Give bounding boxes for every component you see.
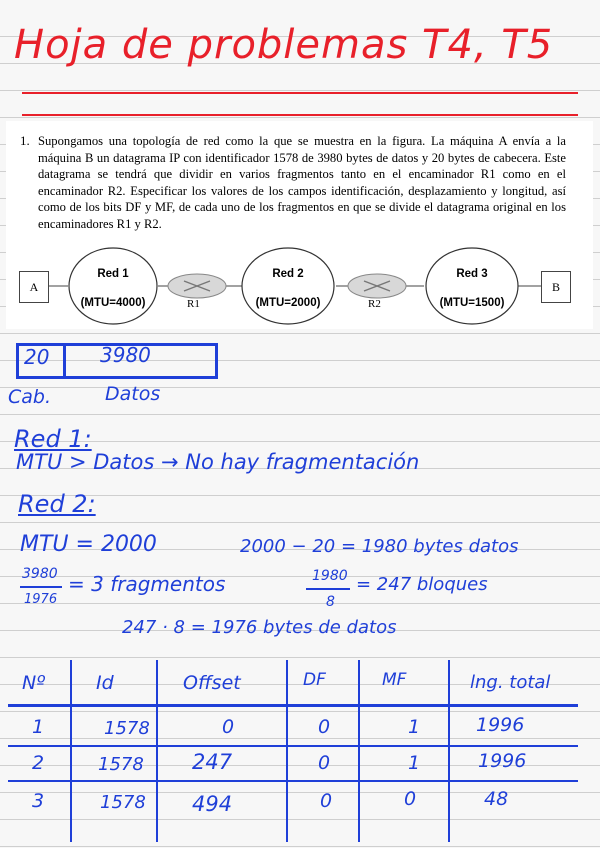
table-row-1-length: 1996 xyxy=(476,714,525,736)
header-bytes: 20 xyxy=(24,345,50,369)
title-underline-2 xyxy=(22,114,578,116)
red2-calc: 2000 − 20 = 1980 bytes datos xyxy=(240,536,519,557)
table-header-length: lng. total xyxy=(470,672,551,693)
table-row-2-n: 2 xyxy=(32,752,45,774)
table-row-3-offset: 494 xyxy=(192,792,233,816)
fraction2-denominator: 8 xyxy=(326,594,335,610)
table-col-rule xyxy=(358,660,360,842)
table-col-rule xyxy=(70,660,72,842)
host-a: A xyxy=(19,271,49,303)
router-2-label: R2 xyxy=(368,298,381,310)
table-col-rule xyxy=(156,660,158,842)
table-row-1-n: 1 xyxy=(32,716,45,738)
problem-statement xyxy=(6,121,593,329)
table-header-offset: Offset xyxy=(183,672,241,694)
table-row-3-id: 1578 xyxy=(100,792,146,813)
network-1-mtu: (MTU=4000) xyxy=(80,297,146,309)
data-bytes: 3980 xyxy=(100,343,151,367)
network-3-name: Red 3 xyxy=(456,268,488,280)
table-col-rule xyxy=(286,660,288,842)
network-2-mtu: (MTU=2000) xyxy=(255,297,321,309)
table-row-3-mf: 0 xyxy=(404,788,417,810)
fraction2-result: = 247 bloques xyxy=(356,574,488,595)
problem-number: 1. xyxy=(20,133,30,148)
data-label: Datos xyxy=(105,383,161,405)
datagram-divider xyxy=(63,346,66,376)
red1-heading: Red 1: xyxy=(14,425,92,453)
table-row-2-id: 1578 xyxy=(98,754,144,775)
table-col-rule xyxy=(448,660,450,842)
table-header-rule xyxy=(8,704,578,707)
table-row-2-df: 0 xyxy=(318,752,331,774)
table-row-3-length: 48 xyxy=(484,788,509,810)
header-label: Cab. xyxy=(8,386,52,408)
network-3-mtu: (MTU=1500) xyxy=(439,297,505,309)
red2-heading: Red 2: xyxy=(18,490,96,518)
table-row-1-df: 0 xyxy=(318,716,331,738)
title-underline xyxy=(22,92,578,94)
router-1-label: R1 xyxy=(187,298,200,310)
fraction-bar xyxy=(20,586,62,588)
fraction-denominator: 1976 xyxy=(24,592,58,607)
fraction-numerator: 3980 xyxy=(22,566,58,582)
problem-text: Supongamos una topología de red como la que se muestra en la figura. La máquina A envía a la máquina B un datagrama IP con identificador 1578 de 3980 bytes de datos y 20 bytes de cabecera. Este datagrama se tendrá que dividir en varios fragmentos tanto en el encaminador R1 como en el encaminador R2. Especificar los valores de los campos identificación, desplazamiento y longitud, así como de los bits DF y MF, de cada uno de los fragmentos en que se divide el datagrama original en los encaminadores R1 y R2. xyxy=(38,134,566,231)
table-row-rule xyxy=(8,780,578,782)
table-row-1-id: 1578 xyxy=(104,718,150,739)
table-row-1-mf: 1 xyxy=(408,716,421,738)
cloud-icon xyxy=(69,248,518,324)
table-row-2-length: 1996 xyxy=(478,750,527,772)
network-1-name: Red 1 xyxy=(97,268,129,280)
table-header-mf: MF xyxy=(382,670,407,690)
table-row-1-offset: 0 xyxy=(222,716,235,738)
table-row-2-mf: 1 xyxy=(408,752,421,774)
table-row-3-n: 3 xyxy=(32,790,45,812)
table-row-2-offset: 247 xyxy=(192,750,233,774)
table-row-rule xyxy=(8,745,578,747)
fraction2-numerator: 1980 xyxy=(312,568,348,584)
host-b: B xyxy=(541,271,571,303)
table-row-3-df: 0 xyxy=(320,790,333,812)
fraction2-bar xyxy=(306,588,350,590)
table-header-df: DF xyxy=(303,670,326,690)
red2-calc2: 247 · 8 = 1976 bytes de datos xyxy=(122,617,397,638)
table-header-id: Id xyxy=(96,672,114,694)
network-2-name: Red 2 xyxy=(272,268,304,280)
fraction-result: = 3 fragmentos xyxy=(68,572,226,596)
red1-line: MTU > Datos → No hay fragmentación xyxy=(16,450,420,474)
page-title: Hoja de problemas T4, T5 xyxy=(14,22,554,68)
table-header-n: Nº xyxy=(22,672,46,694)
red2-mtu: MTU = 2000 xyxy=(20,532,157,557)
